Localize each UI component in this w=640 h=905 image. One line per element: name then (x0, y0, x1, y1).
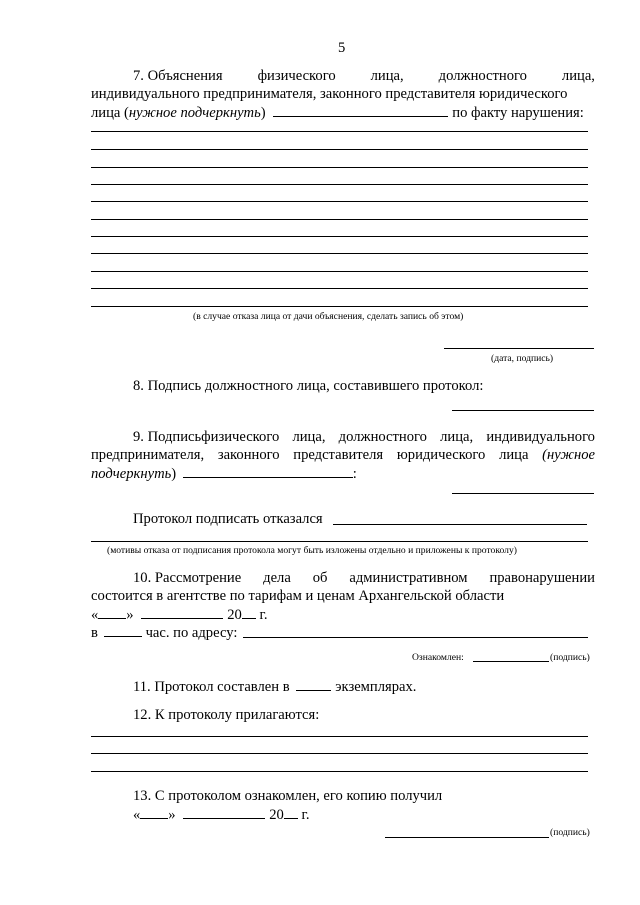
copies-label: 11. Протокол составлен в (133, 679, 290, 695)
copies-blank[interactable] (296, 678, 331, 691)
address-line[interactable] (243, 637, 588, 638)
section-12-text: 12. К протоколу прилагаются: (133, 707, 320, 723)
attachment-line[interactable] (91, 771, 588, 772)
page-number: 5 (338, 40, 346, 56)
refusal-label: Протокол подписать отказался (133, 511, 323, 527)
explanation-line[interactable] (91, 271, 588, 272)
date-sign-caption: (дата, подпись) (491, 353, 554, 364)
section-8-text: 8. Подпись должностного лица, составившего протокол: (133, 378, 484, 394)
hours-label: час. по адресу: (145, 625, 238, 641)
quote-open: « (91, 607, 99, 623)
fill-blank[interactable] (273, 104, 448, 117)
ack-label: Ознакомлен: (412, 652, 464, 663)
quote-close: » (168, 807, 176, 823)
attachment-line[interactable] (91, 736, 588, 737)
section-9-line-3 (91, 465, 357, 483)
quote-close: » (126, 607, 134, 623)
attachment-line[interactable] (91, 753, 588, 754)
word: дела (263, 570, 291, 586)
day-blank[interactable] (98, 606, 126, 619)
word: 10. Рассмотрение (133, 570, 242, 586)
year-prefix: 20 (227, 607, 242, 623)
hearing-date (91, 606, 268, 624)
day-blank[interactable] (140, 806, 168, 819)
word: предпринимателя, (91, 447, 205, 463)
section-13-text: 13. С протоколом ознакомлен, его копию получил (133, 788, 443, 804)
year-suffix: г. (259, 607, 268, 623)
word: правонарушении (489, 570, 595, 586)
date-sign-line[interactable] (444, 348, 594, 349)
explanation-line[interactable] (91, 184, 588, 185)
word: лица, (561, 68, 595, 84)
word: лица, (292, 429, 326, 445)
receipt-date (133, 806, 310, 824)
section-9-line-2 (91, 447, 595, 464)
word: об (312, 570, 328, 586)
section-7-line-3 (91, 104, 584, 122)
ack-sign-caption: (подпись) (550, 652, 590, 663)
hour-blank[interactable] (104, 624, 142, 637)
word: должностного (338, 429, 427, 445)
hearing-time-address (91, 624, 237, 642)
year-prefix: 20 (269, 807, 284, 823)
word: должностного (438, 68, 527, 84)
word: 9. Подписьфизического (133, 429, 280, 445)
signature-line[interactable] (452, 410, 594, 411)
section-7-line-1 (133, 68, 595, 85)
refusal-note: (в случае отказа лица от дачи объяснения, сделать запись об этом) (193, 311, 464, 322)
word: представителя (293, 447, 384, 463)
italic-note: подчеркнуть (91, 466, 172, 482)
line3-paren: ) (260, 105, 266, 121)
section-7-line-2: индивидуального предпринимателя, законного представителя юридического (91, 86, 568, 102)
month-blank[interactable] (141, 606, 223, 619)
year-blank[interactable] (242, 606, 256, 619)
copies-suffix: экземплярах. (335, 679, 417, 695)
explanation-line[interactable] (91, 167, 588, 168)
line3-prefix: лица ( (91, 105, 129, 121)
explanation-line[interactable] (91, 288, 588, 289)
explanation-line[interactable] (91, 236, 588, 237)
explanation-line[interactable] (91, 131, 588, 132)
line3-paren: ) (171, 466, 177, 482)
word: (нужное (542, 447, 595, 463)
ack-sign-line[interactable] (473, 661, 549, 662)
word: юридического (396, 447, 486, 463)
fill-blank[interactable] (183, 465, 353, 478)
year-blank[interactable] (284, 806, 298, 819)
refusal-caption: (мотивы отказа от подписания протокола могут быть изложены отдельно и приложены к протоколу) (107, 545, 517, 556)
quote-open: « (133, 807, 141, 823)
explanation-line[interactable] (91, 149, 588, 150)
signature-line[interactable] (452, 493, 594, 494)
explanation-line[interactable] (91, 219, 588, 220)
receipt-sign-caption: (подпись) (550, 827, 590, 838)
explanation-line[interactable] (91, 201, 588, 202)
at-label: в (91, 625, 98, 641)
receipt-sign-line[interactable] (385, 837, 549, 838)
word: административном (349, 570, 468, 586)
section-10-line-2: состоится в агентстве по тарифам и ценам Архангельской области (91, 588, 505, 604)
refusal-line[interactable] (333, 524, 587, 525)
section-11-text (133, 678, 416, 696)
italic-note: нужное подчеркнуть (128, 105, 261, 121)
word: индивидуального (486, 429, 595, 445)
word: лица (499, 447, 529, 463)
year-suffix: г. (301, 807, 310, 823)
line3-suffix: по факту нарушения: (452, 105, 584, 121)
word: лица, (370, 68, 404, 84)
refusal-reason-line[interactable] (91, 541, 588, 542)
word: законного (217, 447, 280, 463)
word: физического (257, 68, 336, 84)
explanation-line[interactable] (91, 253, 588, 254)
month-blank[interactable] (183, 806, 265, 819)
word: лица, (440, 429, 474, 445)
section-9-line-1 (133, 429, 595, 446)
word: 7. Объяснения (133, 68, 223, 84)
line3-colon: : (352, 466, 357, 482)
section-10-line-1 (133, 570, 595, 587)
explanation-line[interactable] (91, 306, 588, 307)
